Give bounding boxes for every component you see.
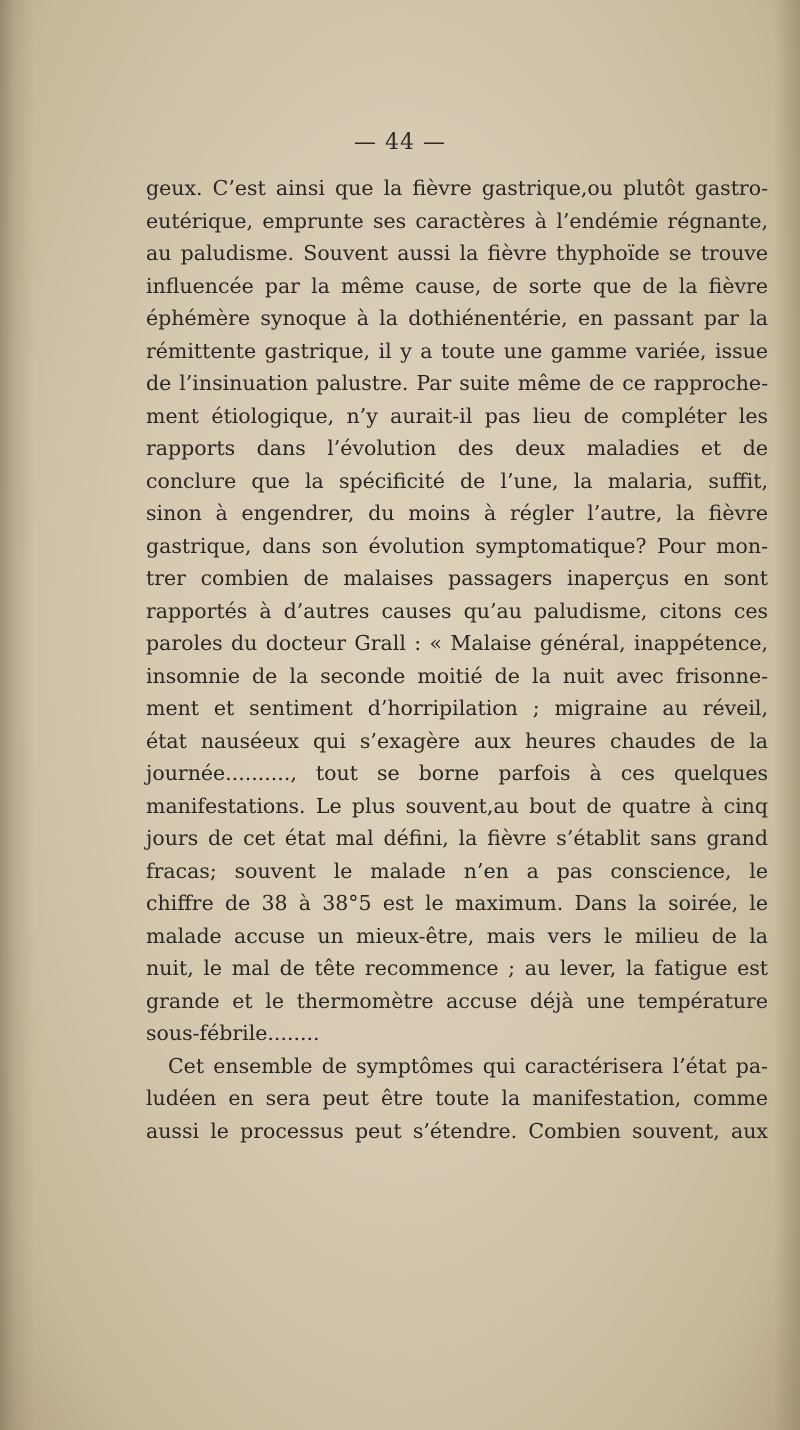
text-line: malade accuse un mieux-être, mais vers le milieu de la xyxy=(146,923,768,948)
text-line: paroles du docteur Grall : « Malaise général, inappétence, xyxy=(146,631,768,655)
page-right-shadow xyxy=(774,0,800,1430)
text-line: au paludisme. Souvent aussi la fièvre thyphoïde se trouve xyxy=(146,241,768,265)
text-line: de l’insinuation palustre. Par suite même de ce rapproche- xyxy=(146,371,768,395)
text-line: eutérique, emprunte ses caractères à l’endémie régnante, xyxy=(146,208,768,233)
paragraph-1 xyxy=(146,172,768,1050)
text-line: ludéen en sera peut être toute la manifestation, comme xyxy=(146,1086,768,1110)
page-left-shadow xyxy=(0,0,34,1430)
text-line: nuit, le mal de tête recommence ; au lever, la fatigue est xyxy=(146,956,768,980)
page-number: — 44 — xyxy=(354,130,446,155)
text-line: trer combien de malaises passagers inaperçus en sont xyxy=(146,566,768,590)
text-line: sinon à engendrer, du moins à régler l’autre, la fièvre xyxy=(146,501,768,525)
text-line: ment et sentiment d’horripilation ; migraine au réveil, xyxy=(146,696,768,720)
text-line: ment étiologique, n’y aurait-il pas lieu de compléter les xyxy=(146,403,768,428)
text-line: éphémère synoque à la dothiénentérie, en passant par la xyxy=(146,306,768,330)
text-line: Cet ensemble de symptômes qui caractérisera l’état pa- xyxy=(168,1053,768,1078)
text-line: manifestations. Le plus souvent,au bout de quatre à cinq xyxy=(146,793,768,818)
text-line: rapportés à d’autres causes qu’au paludisme, citons ces xyxy=(146,598,768,623)
text-line: geux. C’est ainsi que la fièvre gastrique,ou plutôt gastro- xyxy=(146,176,768,200)
text-line: fracas; souvent le malade n’en a pas conscience, le xyxy=(146,858,768,883)
text-line: rapports dans l’évolution des deux maladies et de xyxy=(146,436,768,460)
text-line: chiffre de 38 à 38°5 est le maximum. Dans la soirée, le xyxy=(146,891,768,915)
text-line: sous-fébrile........ xyxy=(146,1021,320,1045)
text-line: aussi le processus peut s’étendre. Combien souvent, aux xyxy=(146,1118,768,1143)
text-line: gastrique, dans son évolution symptomatique? Pour mon- xyxy=(146,533,768,558)
text-line: état nauséeux qui s’exagère aux heures chaudes de la xyxy=(146,728,768,753)
text-body xyxy=(146,172,768,1147)
text-line: conclure que la spécificité de l’une, la malaria, suffit, xyxy=(146,468,768,493)
text-line: influencée par la même cause, de sorte que de la fièvre xyxy=(146,273,768,298)
text-line: journée.........., tout se borne parfois à ces quelques xyxy=(146,761,768,785)
text-line: grande et le thermomètre accuse déjà une température xyxy=(146,988,768,1013)
paragraph-2 xyxy=(146,1050,768,1148)
text-line: insomnie de la seconde moitié de la nuit avec frisonne- xyxy=(146,663,768,688)
text-line: rémittente gastrique, il y a toute une gamme variée, issue xyxy=(146,338,768,363)
text-line: jours de cet état mal défini, la fièvre s’établit sans grand xyxy=(146,826,768,850)
